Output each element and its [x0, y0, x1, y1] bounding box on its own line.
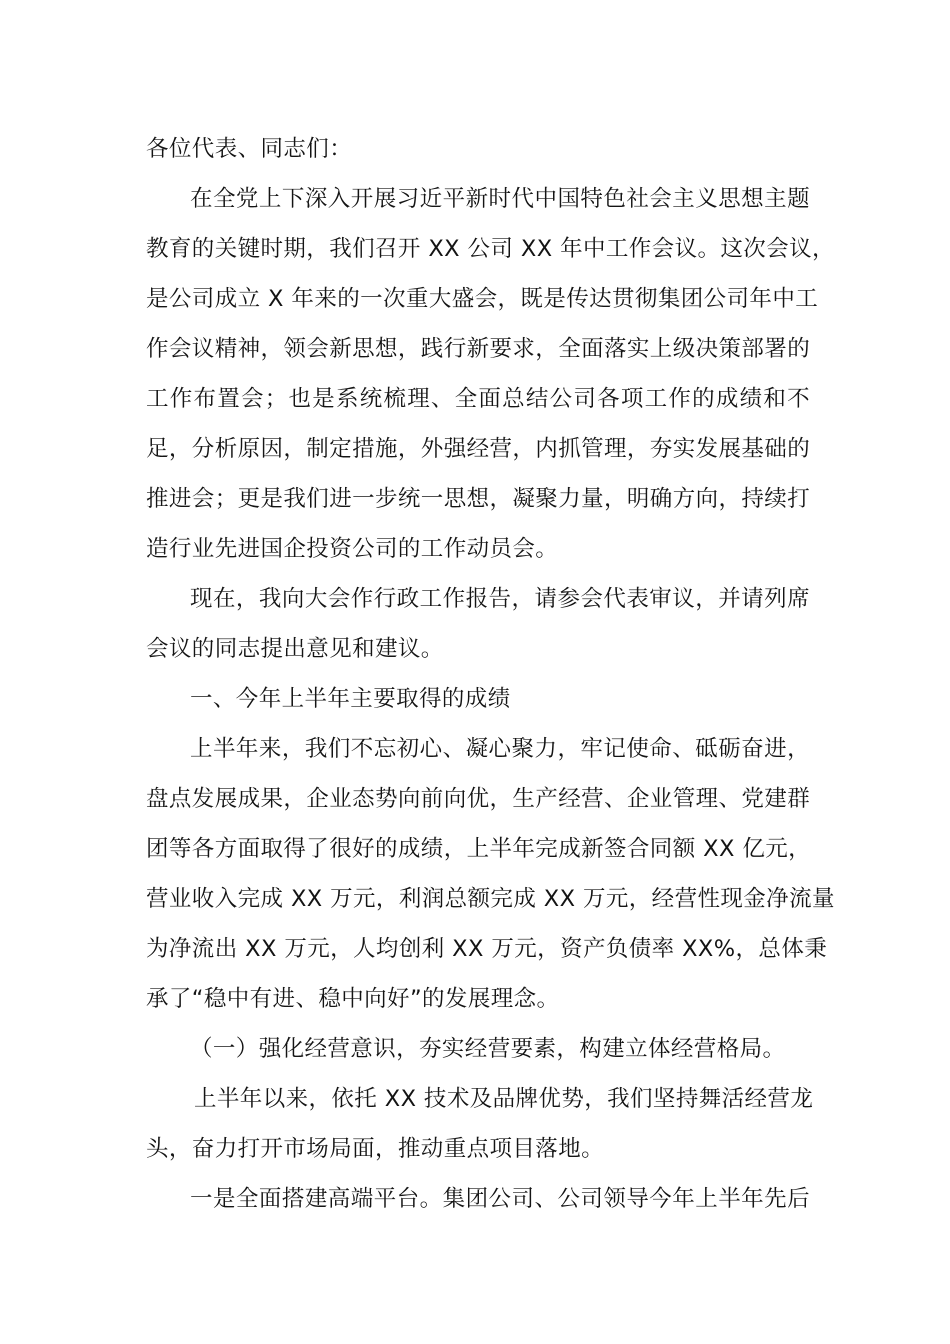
paragraph-line: 上半年来，我们不忘初心、凝心聚力，牢记使命、砥砺奋进， — [190, 736, 810, 762]
paragraph-line: 教育的关键时期，我们召开 XX 公司 XX 年中工作会议。这次会议， — [146, 236, 835, 262]
paragraph-line: 承了“稳中有进、稳中向好”的发展理念。 — [146, 986, 560, 1012]
salutation: 各位代表、同志们： — [146, 136, 353, 162]
section-heading: 一、今年上半年主要取得的成绩 — [190, 686, 511, 712]
paragraph-line: 作会议精神，领会新思想，践行新要求，全面落实上级决策部署的 — [146, 336, 811, 362]
paragraph-line: 是公司成立 X 年来的一次重大盛会，既是传达贯彻集团公司年中工 — [146, 286, 819, 312]
paragraph-line: 推进会；更是我们进一步统一思想，凝聚力量，明确方向，持续打 — [146, 486, 811, 512]
subsection-heading: （一）强化经营意识，夯实经营要素，构建立体经营格局。 — [190, 1036, 786, 1062]
paragraph-line: 现在，我向大会作行政工作报告，请参会代表审议，并请列席 — [190, 586, 810, 612]
paragraph-line: 团等各方面取得了很好的成绩，上半年完成新签合同额 XX 亿元， — [146, 836, 812, 862]
paragraph-line: 盘点发展成果，企业态势向前向优，生产经营、企业管理、党建群 — [146, 786, 811, 812]
paragraph-line: 足，分析原因，制定措施，外强经营，内抓管理，夯实发展基础的 — [146, 436, 811, 462]
paragraph-line: 工作布置会；也是系统梳理、全面总结公司各项工作的成绩和不 — [146, 386, 810, 412]
paragraph-line: 上半年以来，依托 XX 技术及品牌优势，我们坚持舞活经营龙 — [194, 1086, 814, 1112]
paragraph-line: 在全党上下深入开展习近平新时代中国特色社会主义思想主题 — [190, 186, 810, 212]
paragraph-line: 会议的同志提出意见和建议。 — [146, 636, 444, 662]
paragraph-line: 为净流出 XX 万元，人均创利 XX 万元，资产负债率 XX%，总体秉 — [146, 936, 828, 962]
paragraph-line: 营业收入完成 XX 万元，利润总额完成 XX 万元，经营性现金净流量 — [146, 886, 835, 912]
paragraph-line: 一是全面搭建高端平台。集团公司、公司领导今年上半年先后 — [190, 1186, 810, 1212]
paragraph-line: 头，奋力打开市场局面，推动重点项目落地。 — [146, 1136, 605, 1162]
paragraph-line: 造行业先进国企投资公司的工作动员会。 — [146, 536, 559, 562]
